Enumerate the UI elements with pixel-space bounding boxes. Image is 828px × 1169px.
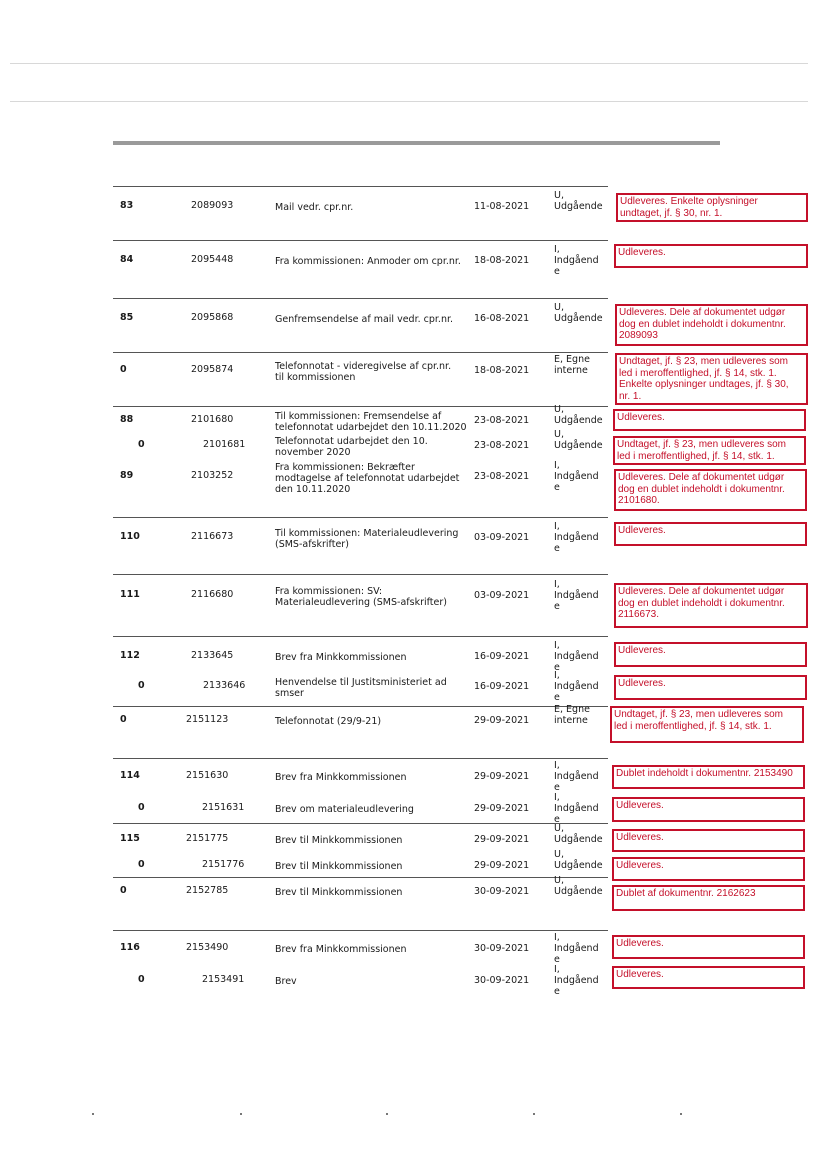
row-separator [113,706,608,707]
document-date: 29-09-2021 [474,771,530,782]
row-number: 112 [120,650,140,661]
row-number: 111 [120,589,140,600]
document-date: 18-08-2021 [474,365,530,376]
document-number: 2095868 [191,312,234,323]
document-type: U, Udgående [554,849,603,871]
document-title: Til kommissionen: Materialeudlevering (SMS-afskrifter) [275,528,459,550]
document-type: I, Indgåend e [554,244,599,277]
document-type: U, Udgående [554,429,603,451]
document-title: Brev om materialeudlevering [275,804,414,815]
document-date: 23-08-2021 [474,415,530,426]
document-number: 2151775 [186,833,229,844]
scan-dot [533,1113,535,1115]
decision-note: Undtaget, jf. § 23, men udleveres som led i meroffentlighed, jf. § 14, stk. 1. [610,706,804,743]
document-type: E, Egne interne [554,354,590,376]
row-number: 0 [138,802,145,813]
row-number: 85 [120,312,134,323]
document-number: 2101680 [191,414,234,425]
row-separator [113,930,608,931]
document-title: Telefonnotat - videregivelse af cpr.nr. til kommissionen [275,361,452,383]
row-separator [113,298,608,299]
document-date: 29-09-2021 [474,834,530,845]
document-title: Henvendelse til Justitsministeriet ad smser [275,677,447,699]
document-type: I, Indgåend e [554,670,599,703]
scan-dot [92,1113,94,1115]
document-number: 2116680 [191,589,234,600]
row-number: 0 [138,439,145,450]
decision-note: Udleveres. [614,675,807,700]
document-date: 11-08-2021 [474,201,530,212]
document-type: U, Udgående [554,302,603,324]
scan-dot [240,1113,242,1115]
document-title: Brev fra Minkkommissionen [275,944,407,955]
document-date: 03-09-2021 [474,532,530,543]
row-number: 88 [120,414,134,425]
row-number: 0 [120,714,127,725]
document-number: 2151631 [202,802,245,813]
document-title: Fra kommissionen: Bekræfter modtagelse af telefonnotat udarbejdet den 10.11.2020 [275,462,460,495]
row-number: 114 [120,770,140,781]
row-separator [113,636,608,637]
document-type: I, Indgåend e [554,932,599,965]
document-title: Genfremsendelse af mail vedr. cpr.nr. [275,314,454,325]
document-number: 2151776 [202,859,245,870]
row-number: 110 [120,531,140,542]
row-number: 0 [138,974,145,985]
row-number: 0 [120,885,127,896]
decision-note: Undtaget, jf. § 23, men udleveres som led i meroffentlighed, jf. § 14, stk. 1. [613,436,806,465]
document-type: I, Indgåend e [554,792,599,825]
document-number: 2133645 [191,650,234,661]
decision-note: Udleveres. [614,522,807,546]
row-separator [113,240,608,241]
decision-note: Udleveres. [612,966,805,989]
document-date: 18-08-2021 [474,255,530,266]
document-type: I, Indgåend e [554,640,599,673]
decision-note: Udleveres. [614,244,808,268]
document-date: 30-09-2021 [474,943,530,954]
row-number: 89 [120,470,134,481]
row-separator [113,758,608,759]
row-number: 84 [120,254,134,265]
document-type: I, Indgåend e [554,521,599,554]
document-type: I, Indgåend e [554,964,599,997]
document-title: Brev til Minkkommissionen [275,835,403,846]
document-title: Brev til Minkkommissionen [275,861,403,872]
document-type: U, Udgående [554,190,603,212]
header-rule [113,141,720,145]
document-date: 30-09-2021 [474,886,530,897]
row-number: 0 [138,859,145,870]
row-number: 83 [120,200,134,211]
document-type: I, Indgåend e [554,760,599,793]
document-date: 03-09-2021 [474,590,530,601]
document-date: 29-09-2021 [474,803,530,814]
document-title: Mail vedr. cpr.nr. [275,202,354,213]
document-number: 2089093 [191,200,234,211]
scan-dot [680,1113,682,1115]
row-separator [113,877,608,878]
document-number: 2151123 [186,714,229,725]
row-number: 116 [120,942,140,953]
document-number: 2153490 [186,942,229,953]
document-number: 2116673 [191,531,234,542]
decision-note: Udleveres. [613,409,806,431]
document-date: 30-09-2021 [474,975,530,986]
decision-note: Dublet af dokumentnr. 2162623 [612,885,805,911]
row-number: 0 [120,364,127,375]
decision-note: Dublet indeholdt i dokumentnr. 2153490 [612,765,805,789]
document-number: 2095874 [191,364,234,375]
document-title: Brev [275,976,297,987]
document-date: 16-08-2021 [474,313,530,324]
document-title: Fra kommissionen: Anmoder om cpr.nr. [275,256,461,267]
decision-note: Udleveres. Dele af dokumentet udgør dog en dublet indeholdt i dokumentnr. 2089093 [615,304,808,346]
scan-artifact-line [10,63,808,64]
row-separator [113,823,608,824]
decision-note: Udleveres. [612,857,805,881]
decision-note: Udleveres. [614,642,807,667]
document-date: 23-08-2021 [474,440,530,451]
document-date: 23-08-2021 [474,471,530,482]
row-separator [113,352,608,353]
decision-note: Udleveres. [612,829,805,852]
document-title: Telefonnotat (29/9-21) [275,716,382,727]
document-title: Brev til Minkkommissionen [275,887,403,898]
document-title: Fra kommissionen: SV: Materialeudlevering (SMS-afskrifter) [275,586,447,608]
row-separator [113,186,608,187]
decision-note: Udleveres. Dele af dokumentet udgør dog en dublet indeholdt i dokumentnr. 2116673. [614,583,808,628]
document-number: 2101681 [203,439,246,450]
document-number: 2103252 [191,470,234,481]
document-title: Brev fra Minkkommissionen [275,772,407,783]
decision-note: Udleveres. Dele af dokumentet udgør dog en dublet indeholdt i dokumentnr. 2101680. [614,469,807,511]
row-separator [113,574,608,575]
decision-note: Undtaget, jf. § 23, men udleveres som led i meroffentlighed, jf. § 14, stk. 1. Enkelte oplysninger undtages, jf. § 30, nr. 1. [615,353,808,405]
document-title: Til kommissionen: Fremsendelse af telefonnotat udarbejdet den 10.11.2020 [275,411,467,433]
decision-note: Udleveres. Enkelte oplysninger undtaget, jf. § 30, nr. 1. [616,193,808,222]
decision-note: Udleveres. [612,797,805,822]
document-type: U, Udgående [554,875,603,897]
document-date: 16-09-2021 [474,681,530,692]
document-number: 2153491 [202,974,245,985]
row-number: 115 [120,833,140,844]
scan-dot [386,1113,388,1115]
document-number: 2133646 [203,680,246,691]
document-type: E, Egne interne [554,704,590,726]
document-number: 2095448 [191,254,234,265]
document-number: 2152785 [186,885,229,896]
row-number: 0 [138,680,145,691]
scan-artifact-line [10,101,808,102]
document-date: 29-09-2021 [474,715,530,726]
document-number: 2151630 [186,770,229,781]
document-type: U, Udgående [554,404,603,426]
row-separator [113,517,608,518]
document-date: 29-09-2021 [474,860,530,871]
document-date: 16-09-2021 [474,651,530,662]
document-title: Telefonnotat udarbejdet den 10. november 2020 [275,436,428,458]
decision-note: Udleveres. [612,935,805,959]
document-type: U, Udgående [554,823,603,845]
document-title: Brev fra Minkkommissionen [275,652,407,663]
document-type: I, Indgåend e [554,579,599,612]
document-type: I, Indgåend e [554,460,599,493]
row-separator [113,406,608,407]
